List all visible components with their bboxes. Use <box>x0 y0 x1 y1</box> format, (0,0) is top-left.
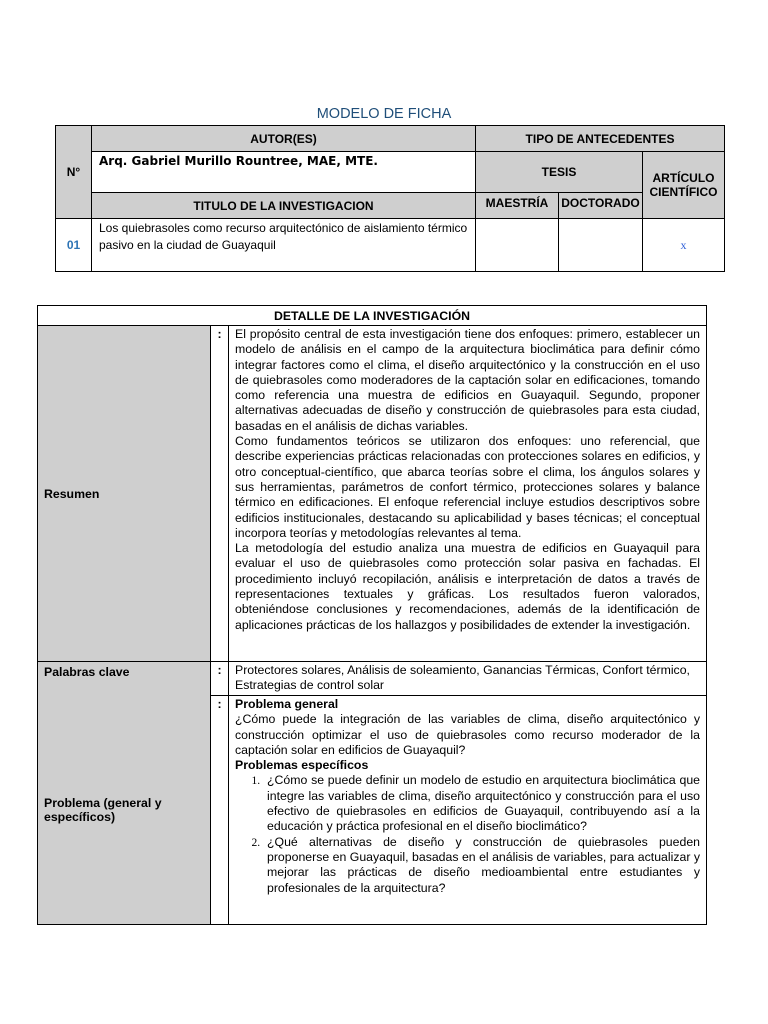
resumen-paragraph: Como fundamentos teóricos se utilizaron dos enfoques: uno referencial, que describe experiencias prácticas relacionadas con protecciones solares en edificios, y otro conceptual-científico, que abarca teorías sobre el clima, los ángulos solares y sus herramientas, parámetros de confort térmico, protecciones solares y balance térmico en edificaciones. El enfoque referencial incluye estudios descriptivos sobre edificios institucionales, destacando su aplicabilidad y bases técnicas; el conceptual incorpora teorías y metodologías relevantes al tema. <box>235 434 701 540</box>
problema-content <box>229 696 707 925</box>
doctorado-mark <box>559 219 643 272</box>
problemas-especificos-list <box>235 773 700 895</box>
maestria-header: MAESTRÍA <box>476 193 559 219</box>
palabras-label: Palabras clave <box>38 662 211 696</box>
list-item: 2. ¿Qué alternativas de diseño y construcción de quiebrasoles pueden proponerse en Guayaquil, basadas en el análisis de variables, para actualizar y mejorar las prácticas de diseño medioambiental entre estudiantes y profesionales de la arquitectura? <box>263 835 700 896</box>
ficha-table <box>55 125 725 272</box>
articulo-header: ARTÍCULO CIENTÍFICO <box>643 152 725 219</box>
detail-header: DETALLE DE LA INVESTIGACIÓN <box>38 306 707 326</box>
tesis-header: TESIS <box>476 152 643 193</box>
colon: : <box>211 662 229 696</box>
list-item: 1. ¿Cómo se puede definir un modelo de estudio en arquitectura bioclimática que integre las variables de clima, diseño arquitectónico y construcción para el uso efectivo de quiebrasoles en edificios de Guayaquil, contribuyendo así a la educación y práctica profesional en el diseño bioclimático? <box>263 773 700 834</box>
resumen-label: Resumen <box>38 326 211 662</box>
autor-value: Arq. Gabriel Murillo Rountree, MAE, MTE. <box>92 152 476 193</box>
page-title: MODELO DE FICHA <box>316 106 452 122</box>
resumen-paragraph: El propósito central de esta investigación tiene dos enfoques: primero, establecer un modelo de análisis en el campo de la arquitectura bioclimática para definir cómo integrar factores como el clima, el diseño arquitectónico y la construcción en el uso de quiebrasoles como moderadores de la captación solar en edificaciones, tomando como referencia una muestra de edificios en Guayaquil. Segundo, proponer alternativas adecuadas de diseño y construcción de quiebrasoles para esta ciudad, basadas en el análisis de dichas variables. <box>235 327 701 433</box>
problema-label: Problema (general y específicos) <box>38 696 211 925</box>
thesis-title: Los quiebrasoles como recurso arquitectónico de aislamiento térmico pasivo en la ciudad de Guayaquil <box>92 219 476 272</box>
autor-header: AUTOR(ES) <box>92 126 476 152</box>
articulo-mark: x <box>643 219 725 272</box>
doctorado-header: DOCTORADO <box>559 193 643 219</box>
problemas-especificos-title: Problemas específicos <box>235 758 369 773</box>
titulo-header: TITULO DE LA INVESTIGACION <box>92 193 476 219</box>
maestria-mark <box>476 219 559 272</box>
problema-general-text: ¿Cómo puede la integración de las variables de clima, diseño arquitectónico y construcción optimizar el uso de quiebrasoles como recurso moderador de la captación solar en edificios de Guayaquil? <box>235 712 701 757</box>
detail-table <box>37 305 707 925</box>
tipo-header: TIPO DE ANTECEDENTES <box>476 126 725 152</box>
resumen-content <box>229 326 707 662</box>
resumen-paragraph: La metodología del estudio analiza una muestra de edificios en Guayaquil para evaluar el uso de quiebrasoles como protección solar pasiva en fachadas. El procedimiento incluyó recopilación, análisis e interpretación de datos a través de representaciones textuales y gráficas. Los resultados fueron valorados, obteniéndose conclusiones y recomendaciones, además de la identificación de aplicaciones prácticas de los hallazgos y posibilidades de extender la investigación. <box>235 541 701 632</box>
record-number: 01 <box>56 219 92 272</box>
no-header: N° <box>56 126 92 219</box>
palabras-content: Protectores solares, Análisis de soleamiento, Ganancias Térmicas, Confort térmico, Estrategias de control solar <box>229 662 707 696</box>
colon: : <box>211 326 229 662</box>
problema-general-title: Problema general <box>235 697 339 711</box>
colon: : <box>211 696 229 925</box>
